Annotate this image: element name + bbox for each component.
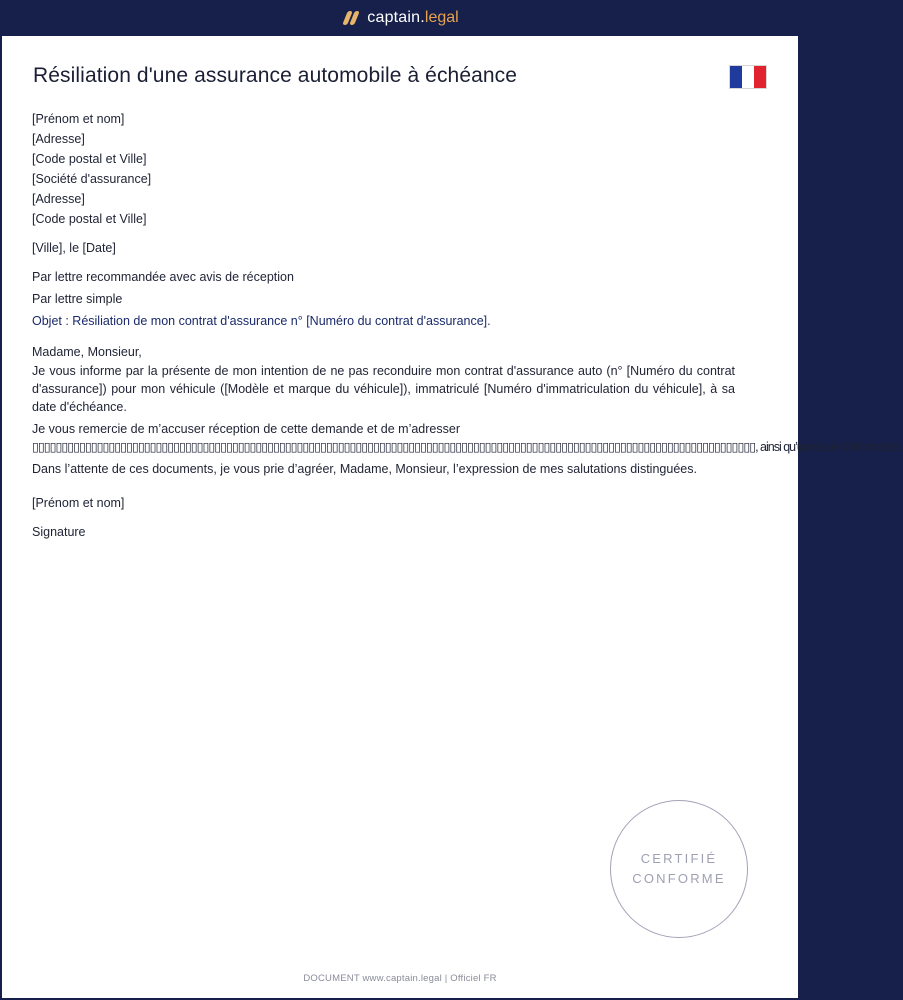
sender-block xyxy=(32,109,735,169)
delivery-option-simple: Par lettre simple xyxy=(32,292,123,306)
captain-legal-logo-icon xyxy=(341,10,359,26)
brand-logo[interactable] xyxy=(341,9,458,27)
sender-name: [Prénom et nom] xyxy=(32,112,125,126)
footer-text: DOCUMENT www.captain.legal | Officiel FR xyxy=(303,973,497,984)
france-flag-icon xyxy=(729,65,767,89)
stamp-line-2: CONFORME xyxy=(632,871,726,886)
paragraph-intent: Je vous informe par la présente de mon intention de ne pas reconduire mon contrat d'assurance auto (n° [Numéro du contrat d'assurance]) pour mon véhicule ([Modèle et marque du véhicule]), immatriculé [Numéro d'immatriculation du véhicule], à sa date d'échéance. xyxy=(32,364,735,414)
stamp-line-1: CERTIFIÉ xyxy=(640,851,718,866)
letter-body xyxy=(32,109,903,542)
closing-name: [Prénom et nom] xyxy=(32,496,125,510)
document-page xyxy=(2,36,903,998)
delivery-option-registered: Par lettre recommandée avec avis de réception xyxy=(32,270,294,284)
paragraph-closing: Dans l’attente de ces documents, je vous prie d’agréer, Madame, Monsieur, l’expression de mes salutations distinguées. xyxy=(32,462,697,476)
certified-stamp xyxy=(610,800,748,938)
brand-name: captain. xyxy=(367,9,425,26)
sender-address: [Adresse] xyxy=(32,132,85,146)
paragraph-acknowledgement-line-1: Je vous remercie de m’accuser réception de cette demande et de m’adresser xyxy=(32,422,460,436)
letter-subject: Objet : Résiliation de mon contrat d'assurance n° [Numéro du contrat d'assurance]. xyxy=(32,314,491,328)
brand-tld: legal xyxy=(424,9,459,26)
place-date: [Ville], le [Date] xyxy=(32,241,116,255)
paragraph-acknowledgement-line-2: ▯▯▯▯▯▯▯▯▯▯▯▯▯▯▯▯▯▯▯▯▯▯▯▯▯▯▯▯▯▯▯▯▯▯▯▯▯▯▯▯▯▯▯▯▯▯▯▯▯▯▯▯▯▯▯▯▯▯▯▯▯▯▯▯▯▯▯▯▯▯▯▯▯▯▯▯▯▯▯▯▯▯▯▯▯▯▯▯▯▯▯▯▯▯▯▯▯▯▯▯▯▯▯▯▯▯▯▯▯▯▯▯▯▯▯▯▯▯▯▯▯▯▯, ainsi qu’un relevé d’information. xyxy=(32,440,903,454)
sender-postal-city: [Code postal et Ville] xyxy=(32,152,147,166)
paragraph-acknowledgement xyxy=(32,420,903,456)
salutation: Madame, Monsieur, xyxy=(32,345,142,359)
recipient-company: [Société d'assurance] xyxy=(32,172,152,186)
document-title: Résiliation d'une assurance automobile à échéance xyxy=(33,64,518,87)
signature-label: Signature xyxy=(32,525,86,539)
recipient-block xyxy=(32,169,735,229)
recipient-address: [Adresse] xyxy=(32,192,85,206)
recipient-postal-city: [Code postal et Ville] xyxy=(32,212,147,226)
top-bar xyxy=(0,0,800,36)
